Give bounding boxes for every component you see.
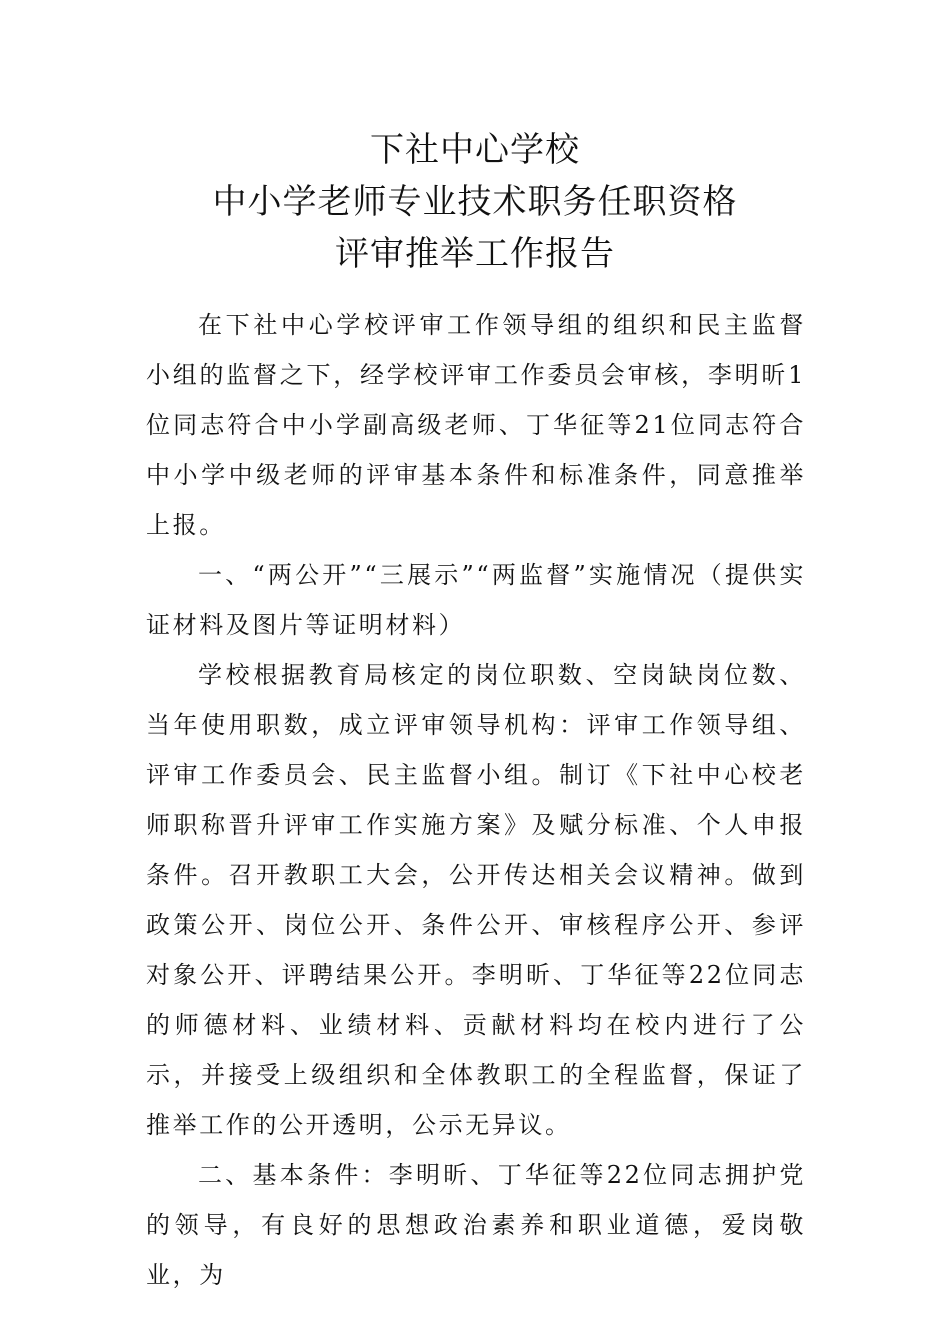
title-line-school: 下社中心学校 — [370, 130, 580, 170]
paragraph-intro: 在下社中心学校评审工作领导组的组织和民主监督小组的监督之下，经学校评审工作委员会审核，李明昕1位同志符合中小学副高级老师、丁华征等21位同志符合中小学中级老师的评审基本条件和标准条件，同意推举上报。 — [146, 311, 806, 539]
paragraph-section-1-heading: 一、“两公开”“三展示”“两监督”实施情况（提供实证材料及图片等证明材料） — [146, 561, 806, 639]
title-line-subject: 中小学老师专业技术职务任职资格 — [212, 182, 738, 222]
title-line-report: 评审推举工作报告 — [335, 234, 615, 274]
document-body — [146, 300, 806, 1300]
paragraph-section-1-body: 学校根据教育局核定的岗位职数、空岗缺岗位数、当年使用职数，成立评审领导机构：评审工作领导组、评审工作委员会、民主监督小组。制订《下社中心校老师职称晋升评审工作实施方案》及赋分标准、个人申报条件。召开教职工大会，公开传达相关会议精神。做到政策公开、岗位公开、条件公开、审核程序公开、参评对象公开、评聘结果公开。李明昕、丁华征等22位同志的师德材料、业绩材料、贡献材料均在校内进行了公示，并接受上级组织和全体教职工的全程监督，保证了推举工作的公开透明，公示无异议。 — [146, 661, 806, 1139]
document-title — [0, 124, 950, 280]
paragraph-section-2: 二、基本条件：李明昕、丁华征等22位同志拥护党的领导，有良好的思想政治素养和职业道德，爱岗敬业，为 — [146, 1161, 806, 1289]
